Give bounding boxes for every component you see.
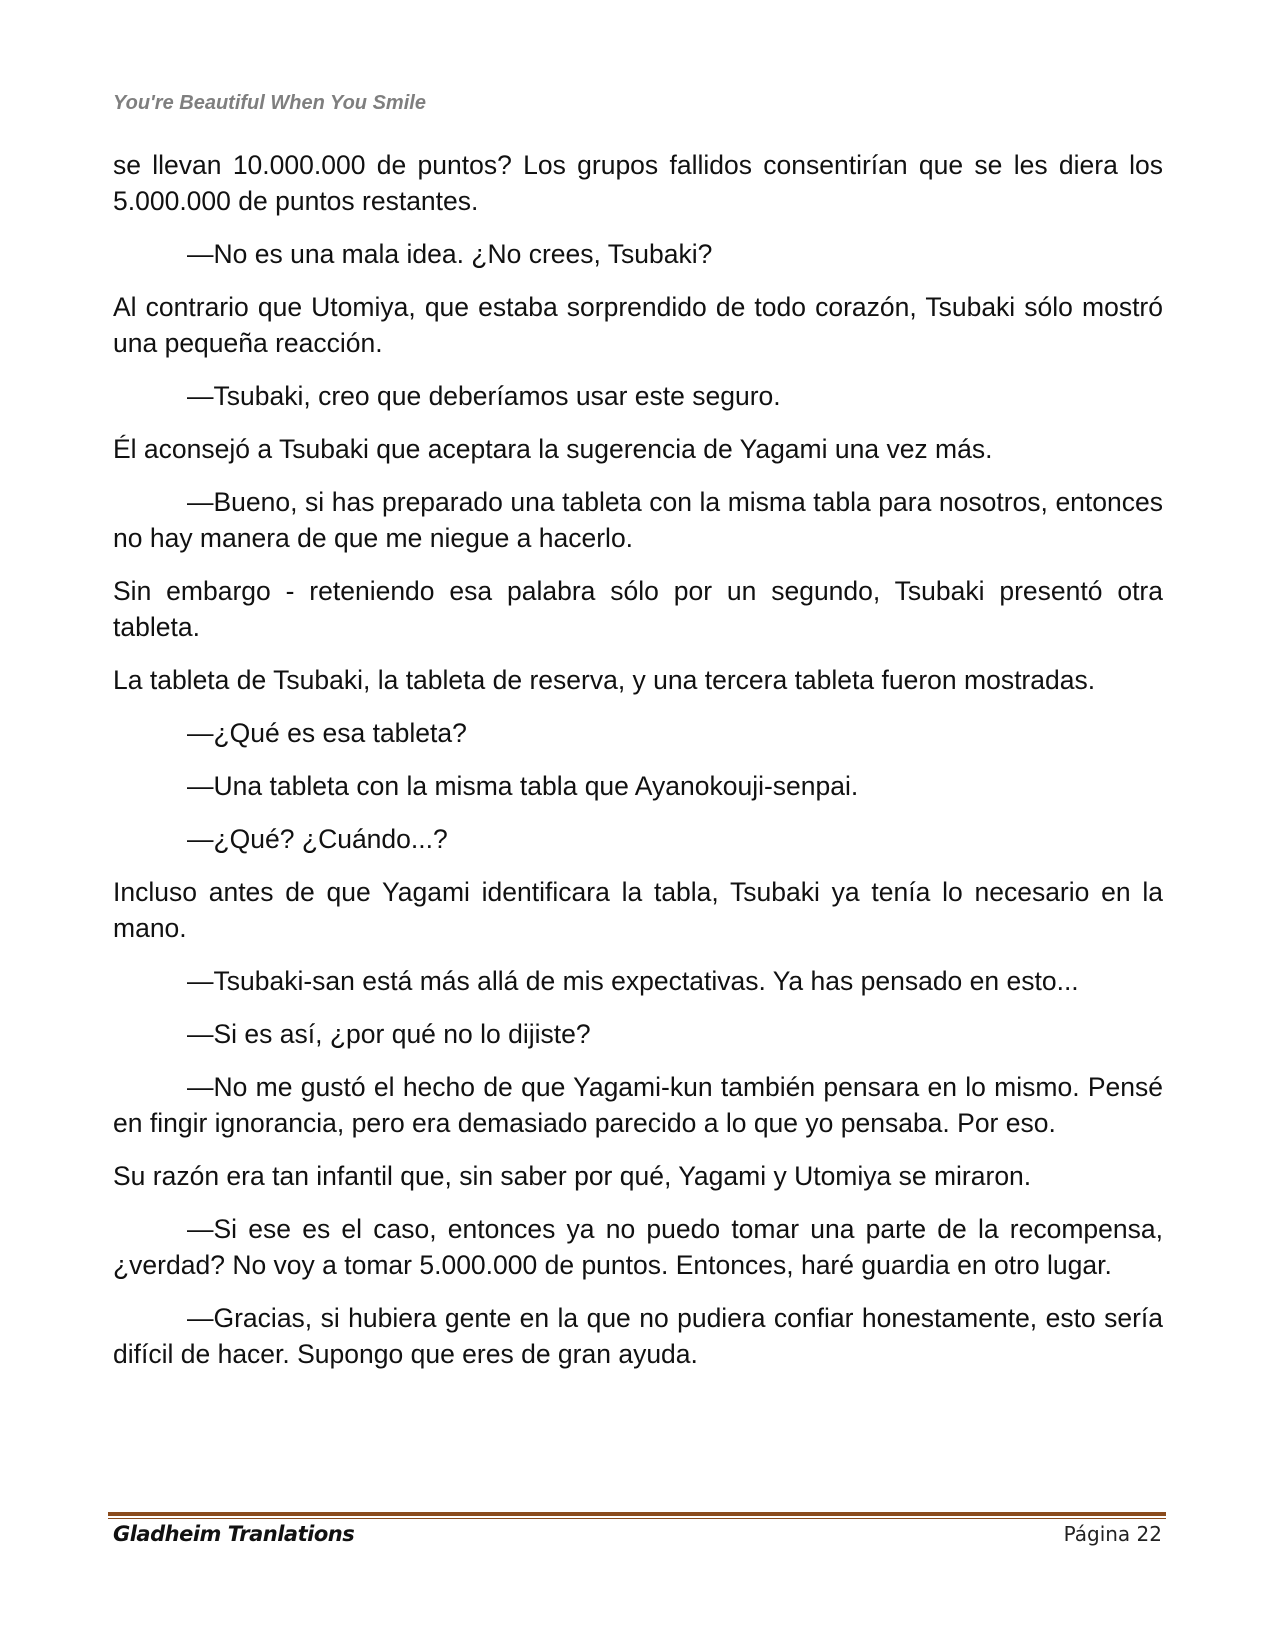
footer-publisher: Gladheim Tranlations xyxy=(113,1522,355,1546)
paragraph: Su razón era tan infantil que, sin saber por qué, Yagami y Utomiya se miraron. xyxy=(113,1161,1032,1191)
paragraph: Él aconsejó a Tsubaki que aceptara la sugerencia de Yagami una vez más. xyxy=(113,434,993,464)
dialog-line: —Si es así, ¿por qué no lo dijiste? xyxy=(187,1019,591,1049)
dialog-line: —No es una mala idea. ¿No crees, Tsubaki? xyxy=(187,239,713,269)
footer-divider xyxy=(108,1512,1166,1519)
dialog-line: —Bueno, si has preparado una tableta con la misma tabla para nosotros, entonces no hay manera de que me niegue a hacerlo. xyxy=(113,487,1163,553)
dialog-line: —Tsubaki-san está más allá de mis expectativas. Ya has pensado en esto... xyxy=(187,966,1079,996)
dialog-line: —Una tableta con la misma tabla que Ayanokouji-senpai. xyxy=(187,771,859,801)
paragraph: La tableta de Tsubaki, la tableta de reserva, y una tercera tableta fueron mostradas. xyxy=(113,665,1096,695)
dialog-line: —Tsubaki, creo que deberíamos usar este seguro. xyxy=(187,381,781,411)
page-number: 22 xyxy=(1136,1522,1162,1546)
page-number-label xyxy=(1064,1522,1162,1546)
paragraph: Incluso antes de que Yagami identificara la tabla, Tsubaki ya tenía lo necesario en la mano. xyxy=(113,877,1163,943)
paragraph: se llevan 10.000.000 de puntos? Los grupos fallidos consentirían que se les diera los 5.000.000 de puntos restantes. xyxy=(113,150,1163,216)
dialog-line: —Si ese es el caso, entonces ya no puedo tomar una parte de la recompensa, ¿verdad? No voy a tomar 5.000.000 de puntos. Entonces, haré guardia en otro lugar. xyxy=(113,1214,1163,1280)
page-label: Página xyxy=(1063,1522,1131,1546)
dialog-line: —¿Qué? ¿Cuándo...? xyxy=(187,824,448,854)
paragraph: Al contrario que Utomiya, que estaba sorprendido de todo corazón, Tsubaki sólo mostró una pequeña reacción. xyxy=(113,292,1163,358)
dialog-line: —No me gustó el hecho de que Yagami-kun también pensara en lo mismo. Pensé en fingir ignorancia, pero era demasiado parecido a lo que yo pensaba. Por eso. xyxy=(113,1072,1163,1138)
page-body xyxy=(113,147,1163,1389)
paragraph: Sin embargo - reteniendo esa palabra sólo por un segundo, Tsubaki presentó otra tableta. xyxy=(113,576,1163,642)
dialog-line: —Gracias, si hubiera gente en la que no pudiera confiar honestamente, esto sería difícil de hacer. Supongo que eres de gran ayuda. xyxy=(113,1303,1163,1369)
running-header: You're Beautiful When You Smile xyxy=(113,92,426,114)
dialog-line: —¿Qué es esa tableta? xyxy=(187,718,467,748)
